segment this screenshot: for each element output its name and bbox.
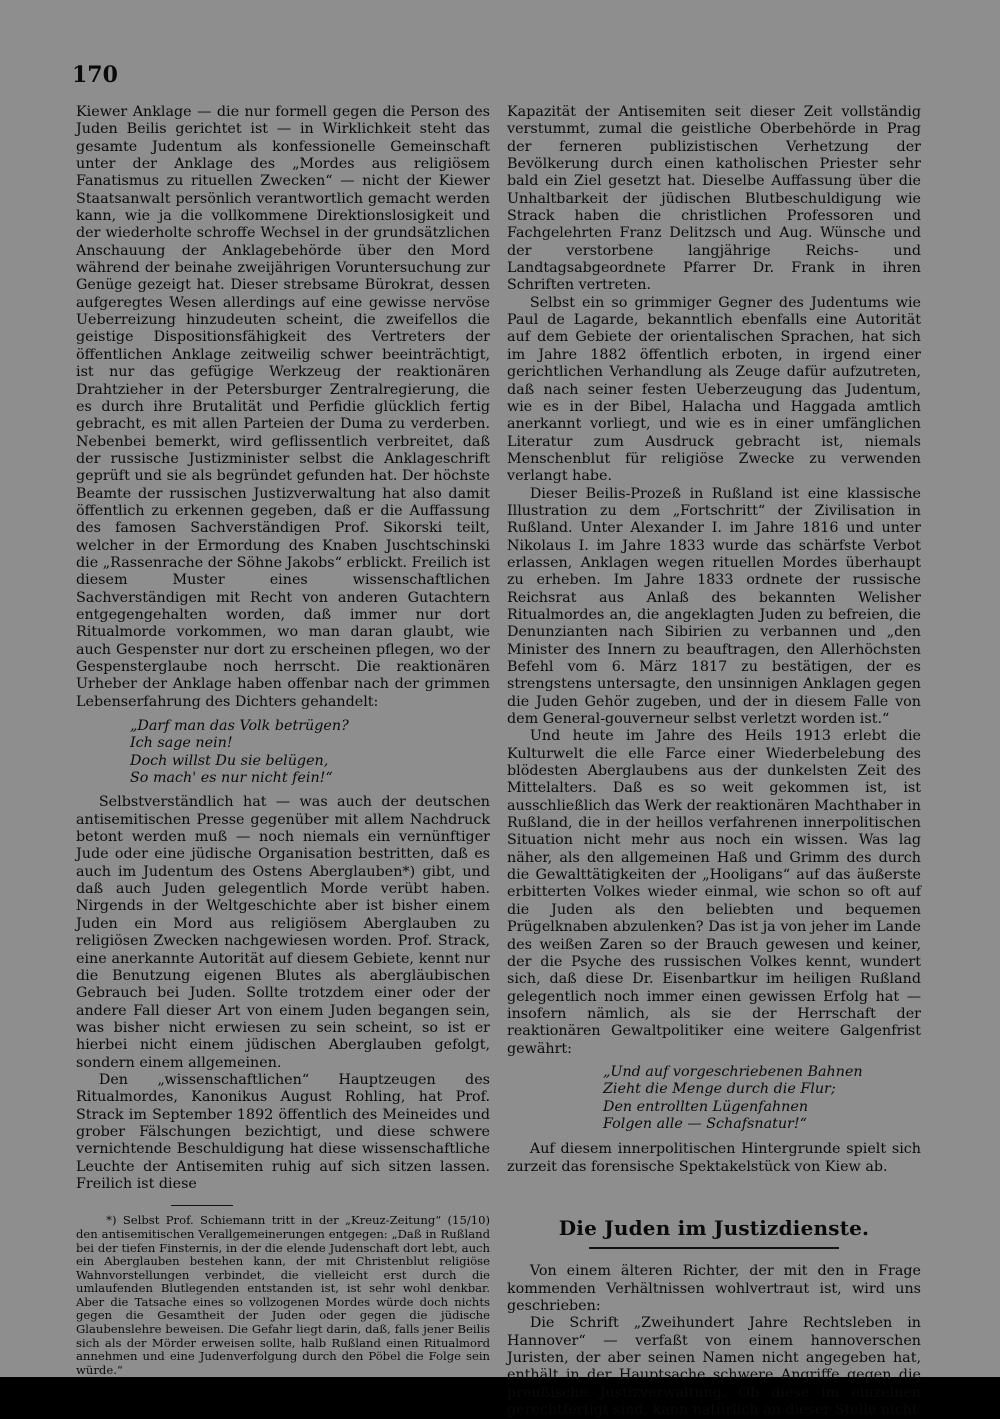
poem-quote [603,1064,921,1133]
poem-line: So mach' es nur nicht fein!“ [130,770,333,787]
left-column [76,104,490,1377]
footnote-divider [171,1205,233,1206]
footnote: *) Selbst Prof. Schiemann tritt in der „Kreuz-Zeitung“ (15/10) den antisemitischen Verallgemeinerungen entgegen: „Daß in Rußland bei der tiefen Finsternis, in der die elende Judenschaft dort lebt, auch ein Aberglauben bestehen kann, der mit Christenblut religiöse Wahnvorstellungen verbindet, die vielleicht erst durch die umlaufenden Blutlegenden entstanden ist, ist sehr wohl denkbar. Aber die Tatsache eines so vollzogenen Mordes würde doch nichts gegen die Gesamtheit der Juden oder gegen die jüdische Glaubenslehre beweisen. Die Gefahr liegt darin, daß, falls jener Beilis sich als der Mörder erweisen sollte, halb Rußland einen Ritualmord annehmen und eine Judenverfolgung durch den Pöbel die Folge sein würde.“ [76,1213,490,1377]
poem-line: Doch willst Du sie belügen, [130,752,329,769]
body-paragraph: Und heute im Jahre des Heils 1913 erlebt die Kulturwelt die elle Farce einer Wiederbelebung des blödesten Aberglaubens aus der dunkelsten Zeit des Mittelalters. Daß es so weit gekommen ist, ist ausschließlich das Werk der reaktionären Machthaber in Rußland, die in der heillos verfahrenen innerpolitischen Situation nicht mehr aus noch ein wissen. Was lag näher, als den allgemeinen Haß und Grimm des durch die Gewalttätigkeiten der „Hooligans“ auf das äußerste erbitterten Volkes wieder einmal, wie schon so oft auf die Juden als den beliebten und bequemen Prügelknaben abzulenken? Das ist ja von jeher im Lande des weißen Zaren so der Brauch gewesen und keiner, der die Psyche des russischen Volkes kennt, wundert sich, daß diese Dr. Eisenbartkur im heiligen Rußland gelegentlich noch immer einen gewissen Erfolg hat — insofern nämlich, als sie der Herrschaft der reaktionären Gewaltpolitiker eine weitere Galgenfrist gewährt: [507,728,921,1057]
poem-line: Folgen alle — Schafsnatur!“ [603,1115,807,1132]
body-paragraph: Kiewer Anklage — die nur formell gegen die Person des Juden Beilis gerichtet ist — in Wirklichkeit steht das gesamte Judentum als konfessionelle Gemeinschaft unter der Anklage des „Mordes aus religiösem Fanatismus zu rituellen Zwecken“ — nicht der Kiewer Staatsanwalt persönlich verantwortlich gemacht werden kann, wie ja die vollkommene Direktionslosigkeit und der wiederholte schroffe Wechsel in der grundsätzlichen Anschauung der Anklagebehörde über den Mord während der beinahe zweijährigen Voruntersuchung zur Genüge gezeigt hat. Dieser strebsame Bürokrat, dessen aufgeregtes Wesen allerdings auf eine gewisse nervöse Ueberreizung hinzudeuten scheint, die zweifellos die geistige Dispositionsfähigkeit des Vertreters der öffentlichen Anklage zeitweilig schwer beeinträchtigt, ist nur das gefügige Werkzeug der reaktionären Drahtzieher in der Petersburger Zentralregierung, die es durch ihre Brutalität und Perfidie glücklich fertig gebracht, es mit allen Parteien der Duma zu verderben. Nebenbei bemerkt, wird geflissentlich verbreitet, daß der russische Justizminister selbst die Anklageschrift geprüft und sie als begründet gefunden hat. Der höchste Beamte der russischen Justizverwaltung hat also damit öffentlich zu erkennen gegeben, daß er die Auffassung des famosen Sachverständigen Prof. Sikorski teilt, welcher in der Ermordung des Knaben Juschtschinski die „Rassenrache der Söhne Jakobs“ erblickt. Freilich ist diesem Muster eines wissenschaftlichen Sachverständigen mit Recht von anderen Gutachtern entgegengehalten worden, daß immer nur dort Ritualmorde vorkommen, wo man daran glaubt, wie auch Gespenster nur dort zu erscheinen pflegen, wo der Gespensterglaube noch herrscht. Die reaktionären Urheber der Anklage haben offenbar nach der grimmen Lebenserfahrung des Dichters gehandelt: [76,104,490,710]
body-paragraph: Auf diesem innerpolitischen Hintergrunde spielt sich zurzeit das forensische Spektakelstück von Kiew ab. [507,1141,921,1175]
poem-quote [130,718,490,787]
body-paragraph: Den „wissenschaftlichen“ Hauptzeugen des Ritualmordes, Kanonikus August Rohling, hat Prof. Strack im September 1892 öffentlich des Meineides und grober Fälschungen bezichtigt, und diese schwere vernichtende Beschuldigung hat diese wissenschaftliche Leuchte der Antisemiten ruhig auf sich sitzen lassen. Freilich ist diese [76,1071,490,1192]
body-paragraph: Kapazität der Antisemiten seit dieser Zeit vollständig verstummt, zumal die geistliche Oberbehörde in Prag der ferneren publizistischen Verhetzung der Bevölkerung durch einen katholischen Priester sehr bald ein Ziel gesetzt hat. Dieselbe Auffassung über die Unhaltbarkeit der jüdischen Blutbeschuldigung wie Strack haben die christlichen Professoren und Fachgelehrten Franz Delitzsch und Aug. Wünsche und der verstorbene langjährige Reichs- und Landtagsabgeordnete Pfarrer Dr. Frank in ihren Schriften vertreten. [507,104,921,294]
poem-line: „Und auf vorgeschriebenen Bahnen [603,1063,863,1080]
poem-line: Den entrollten Lügenfahnen [603,1098,809,1115]
heading-underline [589,1247,839,1249]
body-paragraph: Dieser Beilis-Prozeß in Rußland ist eine klassische Illustration zu dem „Fortschritt“ der Zivilisation in Rußland. Unter Alexander I. im Jahre 1816 und unter Nikolaus I. im Jahre 1833 wurde das schärfste Verbot erlassen, Anklagen wegen rituellen Mordes überhaupt zu erheben. Im Jahre 1833 ordnete der russische Reichsrat aus Anlaß des bekannten Welisher Ritualmordes an, die angeklagten Juden zu befreien, die Denunzianten nach Sibirien zu verbannen und „den Minister des Innern zu beauftragen, den Allerhöchsten Befehl vom 6. März 1817 zu bestätigen, der es strengstens untersagte, den unsinnigen Anklagen gegen die Juden Gehör zugeben, und der in diesem Falle von dem General-gouverneur selbst verletzt worden ist.“ [507,485,921,728]
section-heading: Die Juden im Justizdienste. [558,1215,870,1240]
body-paragraph: Selbst ein so grimmiger Gegner des Judentums wie Paul de Lagarde, bekanntlich ebenfalls eine Autorität auf dem Gebiete der orientalischen Sprachen, hat sich im Jahre 1882 öffentlich erboten, in irgend einer gerichtlichen Verhandlung als Zeuge dafür aufzutreten, daß nach seiner festen Ueberzeugung das Judentum, wie es in der Bibel, Halacha und Haggada amtlich anerkannt vorliegt, und wie es in einer umfänglichen Literatur zum Ausdruck gebracht ist, niemals Menschenblut für religiöse Zwecke zu verwenden verlangt habe. [507,294,921,485]
poem-line: Zieht die Menge durch die Flur; [603,1081,836,1098]
page-number: 170 [72,62,118,88]
poem-line: Ich sage nein! [130,735,233,752]
body-paragraph: Von einem älteren Richter, der mit den in Frage kommenden Verhältnissen wohlvertraut ist, wird uns geschrieben: [507,1263,921,1314]
poem-line: „Darf man das Volk betrügen? [130,718,349,735]
right-column [507,104,921,1419]
body-paragraph: Die Schrift „Zweihundert Jahre Rechtsleben in Hannover“ — verfaßt von einem hannoverschen Juristen, der aber seinen Namen nicht angegeben hat, enthält in der Hauptsache schwere Angriffe gegen die preußische Justizverwaltung. Ob diese im einzelnen gerechtfertigt sind, kann natürlich an dieser Stelle nicht [507,1315,921,1419]
body-paragraph: Selbstverständlich hat — was auch der deutschen antisemitischen Presse gegenüber mit allem Nachdruck betont werden muß — noch niemals ein vernünftiger Jude oder eine jüdische Organisation bestritten, daß es auch im Judentum des Ostens Aberglauben*) gibt, und daß auch Juden gelegentlich Morde verübt haben. Nirgends in der Weltgeschichte aber ist bisher einem Juden ein Mord aus religiösem Aberglauben zu religiösen Zwecken nachgewiesen worden. Prof. Strack, eine anerkannte Autorität auf diesem Gebiete, kennt nur die Benutzung eigenen Blutes als abergläubischen Gebrauch bei Juden. Sollte trotzdem einer oder der andere Fall dieser Art von einem Juden begangen sein, was bisher nicht erwiesen zu sein scheint, so ist er hierbei nicht einem jüdischen Aberglauben gefolgt, sondern einem allgemeinen. [76,794,490,1071]
